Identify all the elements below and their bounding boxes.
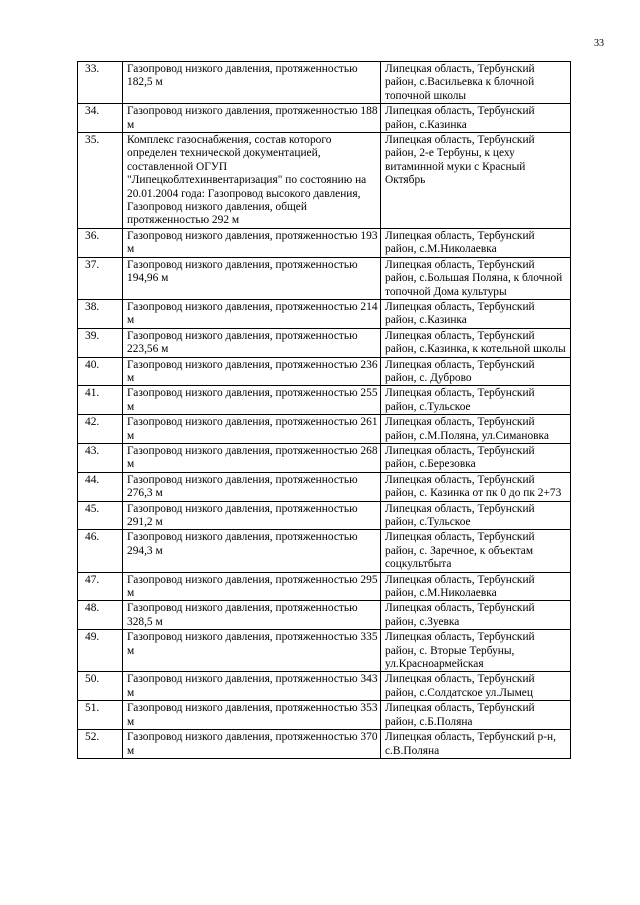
object-name: Газопровод низкого давления, протяженностью 370 м — [123, 730, 381, 759]
table-row — [78, 104, 571, 133]
object-address: Липецкая область, Тербунский р-н, с.В.Поляна — [381, 730, 571, 759]
table-row — [78, 601, 571, 630]
object-address: Липецкая область, Тербунский район, с. Казинка от пк 0 до пк 2+73 — [381, 472, 571, 501]
object-address: Липецкая область, Тербунский район, с.Тульское — [381, 501, 571, 530]
object-name: Газопровод низкого давления, протяженностью 182,5 м — [123, 62, 381, 104]
object-name: Газопровод низкого давления, протяженностью 291,2 м — [123, 501, 381, 530]
row-number: 52. — [78, 730, 123, 759]
row-number: 44. — [78, 472, 123, 501]
object-name: Газопровод низкого давления, протяженностью 294,3 м — [123, 530, 381, 572]
object-name: Газопровод низкого давления, протяженностью 295 м — [123, 572, 381, 601]
object-address: Липецкая область, Тербунский район, с.Казинка, к котельной школы — [381, 328, 571, 357]
object-name: Газопровод низкого давления, протяженностью 255 м — [123, 386, 381, 415]
row-number: 33. — [78, 62, 123, 104]
table-row — [78, 530, 571, 572]
object-name: Газопровод низкого давления, протяженностью 343 м — [123, 672, 381, 701]
object-name: Газопровод низкого давления, протяженностью 193 м — [123, 228, 381, 257]
object-name: Газопровод низкого давления, протяженностью 214 м — [123, 299, 381, 328]
table-row — [78, 415, 571, 444]
table-row — [78, 357, 571, 386]
row-number: 36. — [78, 228, 123, 257]
table-row — [78, 299, 571, 328]
object-address: Липецкая область, Тербунский район, с. Вторые Тербуны, ул.Красноармейская — [381, 630, 571, 672]
object-name: Газопровод низкого давления, протяженностью 353 м — [123, 701, 381, 730]
table-row — [78, 701, 571, 730]
object-address: Липецкая область, Тербунский район, с. Заречное, к объектам соцкультбыта — [381, 530, 571, 572]
object-address: Липецкая область, Тербунский район, с.М.Николаевка — [381, 572, 571, 601]
object-address: Липецкая область, Тербунский район, 2-е Тербуны, к цеху витаминной муки с Красный Октябрь — [381, 133, 571, 229]
row-number: 50. — [78, 672, 123, 701]
object-address: Липецкая область, Тербунский район, с.М.Николаевка — [381, 228, 571, 257]
object-address: Липецкая область, Тербунский район, с.Зуевка — [381, 601, 571, 630]
row-number: 41. — [78, 386, 123, 415]
table-row — [78, 133, 571, 229]
object-name: Газопровод низкого давления, протяженностью 236 м — [123, 357, 381, 386]
row-number: 47. — [78, 572, 123, 601]
table-row — [78, 257, 571, 299]
object-address: Липецкая область, Тербунский район, с.Васильевка к блочной топочной школы — [381, 62, 571, 104]
row-number: 46. — [78, 530, 123, 572]
object-name: Газопровод низкого давления, протяженностью 276,3 м — [123, 472, 381, 501]
object-name: Газопровод низкого давления, протяженностью 194,96 м — [123, 257, 381, 299]
object-address: Липецкая область, Тербунский район, с.Солдатское ул.Лымец — [381, 672, 571, 701]
object-address: Липецкая область, Тербунский район, с.Березовка — [381, 443, 571, 472]
object-name: Газопровод низкого давления, протяженностью 188 м — [123, 104, 381, 133]
row-number: 51. — [78, 701, 123, 730]
object-address: Липецкая область, Тербунский район, с.Казинка — [381, 299, 571, 328]
row-number: 42. — [78, 415, 123, 444]
object-name: Комплекс газоснабжения, состав которого определен технической документацией, составленной ОГУП "Липецкоблтехинвентаризация" по состоянию на 20.01.2004 года: Газопровод высокого давления, Газопровод низкого давления, общей протяженностью 292 м — [123, 133, 381, 229]
table-row — [78, 386, 571, 415]
object-address: Липецкая область, Тербунский район, с.Тульское — [381, 386, 571, 415]
row-number: 34. — [78, 104, 123, 133]
row-number: 38. — [78, 299, 123, 328]
row-number: 37. — [78, 257, 123, 299]
row-number: 35. — [78, 133, 123, 229]
object-name: Газопровод низкого давления, протяженностью 261 м — [123, 415, 381, 444]
table-row — [78, 472, 571, 501]
row-number: 43. — [78, 443, 123, 472]
object-address: Липецкая область, Тербунский район, с.Большая Поляна, к блочной топочной Дома культуры — [381, 257, 571, 299]
object-address: Липецкая область, Тербунский район, с.Казинка — [381, 104, 571, 133]
table-row — [78, 730, 571, 759]
row-number: 48. — [78, 601, 123, 630]
table-row — [78, 62, 571, 104]
table-row — [78, 672, 571, 701]
object-address: Липецкая область, Тербунский район, с.Б.Поляна — [381, 701, 571, 730]
table-row — [78, 328, 571, 357]
object-name: Газопровод низкого давления, протяженностью 328,5 м — [123, 601, 381, 630]
table-row — [78, 228, 571, 257]
registry-table — [77, 61, 571, 759]
page-number: 33 — [594, 38, 604, 49]
table-row — [78, 630, 571, 672]
row-number: 39. — [78, 328, 123, 357]
table-row — [78, 443, 571, 472]
row-number: 49. — [78, 630, 123, 672]
table-row — [78, 501, 571, 530]
row-number: 45. — [78, 501, 123, 530]
object-name: Газопровод низкого давления, протяженностью 223,56 м — [123, 328, 381, 357]
row-number: 40. — [78, 357, 123, 386]
table-row — [78, 572, 571, 601]
object-name: Газопровод низкого давления, протяженностью 335 м — [123, 630, 381, 672]
object-address: Липецкая область, Тербунский район, с.М.Поляна, ул.Симановка — [381, 415, 571, 444]
object-address: Липецкая область, Тербунский район, с. Дуброво — [381, 357, 571, 386]
object-name: Газопровод низкого давления, протяженностью 268 м — [123, 443, 381, 472]
